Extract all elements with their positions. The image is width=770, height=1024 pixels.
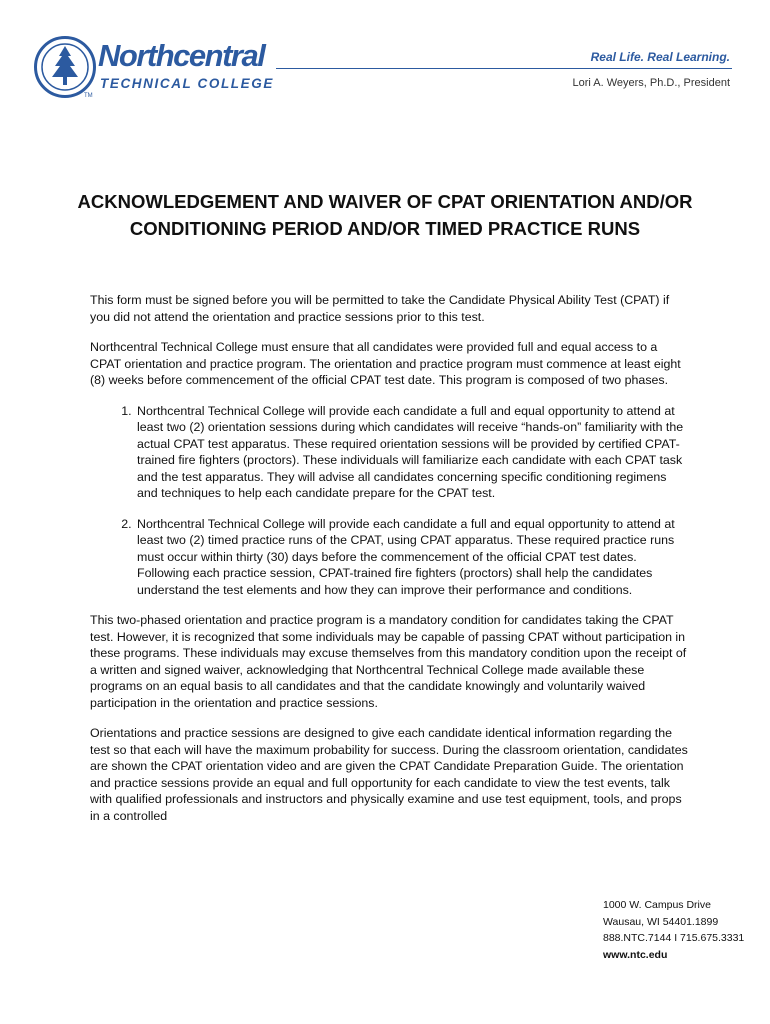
address-street: 1000 W. Campus Drive bbox=[603, 899, 711, 911]
address-city: Wausau, WI 54401.1899 bbox=[603, 915, 719, 928]
college-address bbox=[603, 897, 744, 963]
address-phone: 888.NTC.7144 I 715.675.3331 bbox=[603, 932, 745, 944]
college-logo bbox=[34, 36, 274, 106]
header-divider bbox=[276, 68, 732, 69]
website-link[interactable]: www.ntc.edu bbox=[603, 948, 668, 961]
document-title: ACKNOWLEDGEMENT AND WAIVER OF CPAT ORIENTATION AND/OR CONDITIONING PERIOD AND/OR TIMED PRACTICE RUNS bbox=[77, 191, 693, 239]
paragraph: Orientations and practice sessions are designed to give each candidate identical information regarding the test so that each will have the maximum probability for success. During the classroom orientation, candidates are shown the CPAT orientation video and are given the CPAT Candidate Preparation Guide. The orientation and practice sessions provide an equal and full opportunity for each candidate to view the test events, talk with qualified professionals and instructors and physically examine and use test equipment, tools, and props in a controlled bbox=[90, 726, 688, 823]
paragraph: This two-phased orientation and practice program is a mandatory condition for candidates taking the CPAT test. However, it is recognized that some individuals may be capable of passing CPAT without participation in these programs. These individuals may excuse themselves from this mandatory condition upon the receipt of a written and signed waiver, acknowledging that Northcentral Technical College made available these programs on an equal basis to all candidates and that the candidate knowingly and voluntarily waived participation in the orientation and practice sessions. bbox=[90, 613, 687, 710]
document-body bbox=[90, 292, 688, 838]
phase-list bbox=[90, 403, 688, 599]
paragraph: Northcentral Technical College must ensure that all candidates were provided full and equal access to a CPAT orientation and practice program. The orientation and practice program must commence at least eight (8) weeks before commencement of the official CPAT test date. This program is composed of two phases. bbox=[90, 340, 681, 387]
list-item: 2. Northcentral Technical College will provide each candidate a full and equal opportunity to attend at least two (2) timed practice runs of the CPAT, using CPAT apparatus. These required practice runs must occur within thirty (30) days before the commencement of the official CPAT test dates. Following each practice session, CPAT-trained fire fighters (proctors) shall help the candidates understand the test elements and how they can improve their performance and conditions. bbox=[135, 516, 688, 599]
president-line: Lori A. Weyers, Ph.D., President bbox=[572, 77, 730, 89]
logo-subtitle: TECHNICAL COLLEGE bbox=[100, 76, 274, 91]
pine-tree-icon bbox=[34, 36, 96, 98]
trademark: TM bbox=[84, 93, 93, 99]
paragraph: This form must be signed before you will be permitted to take the Candidate Physical Ability Test (CPAT) if you did not attend the orientation and practice sessions prior to this test. bbox=[90, 293, 670, 324]
tagline: Real Life. Real Learning. bbox=[590, 50, 730, 64]
logo-name: Northcentral bbox=[98, 38, 265, 73]
list-item: 1. Northcentral Technical College will provide each candidate a full and equal opportunity to attend at least two (2) orientation sessions during which candidates will receive “hands-on” familiarity with the actual CPAT test apparatus. These required orientation sessions will be provided by certified CPAT-trained fire fighters (proctors). These individuals will familiarize each candidate with each CPAT task and the test apparatus. They will advise all candidates concerning specific conditioning regimens and techniques to help each candidate prepare for the CPAT test. bbox=[135, 403, 688, 502]
